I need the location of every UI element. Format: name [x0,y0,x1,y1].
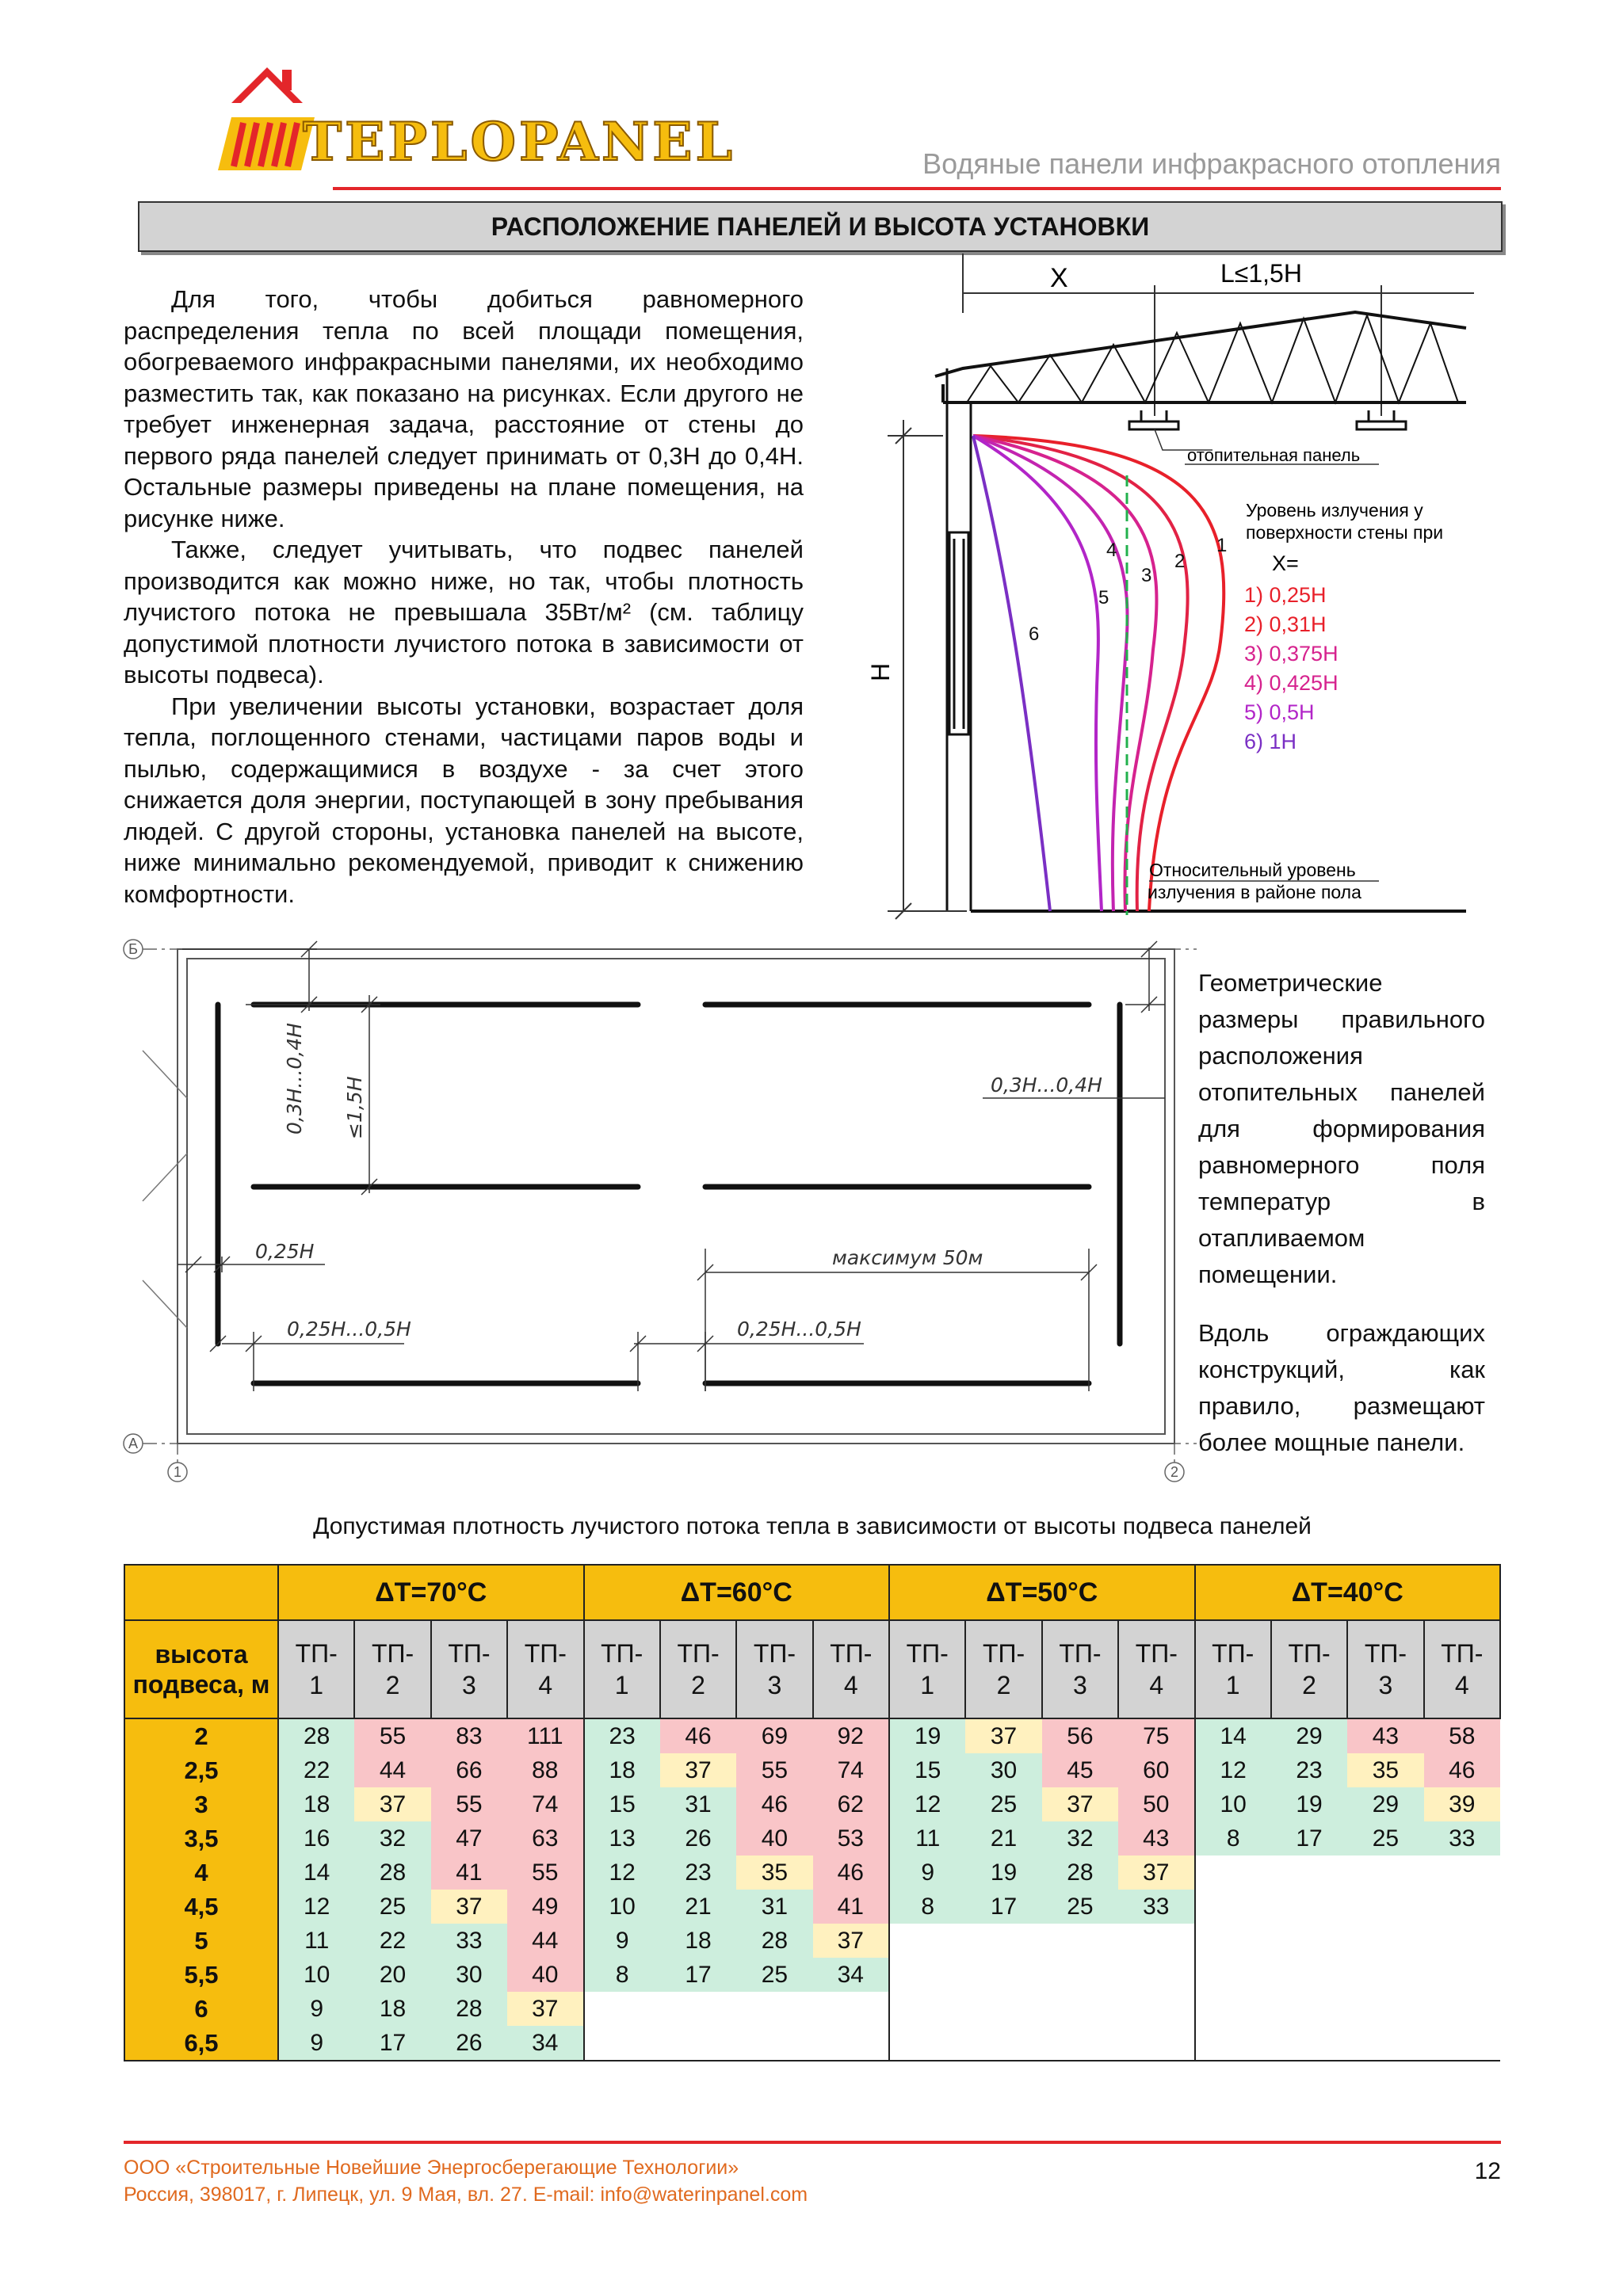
density-cell: 30 [965,1753,1041,1787]
density-cell: 28 [354,1855,430,1890]
density-cell: 11 [278,1924,354,1958]
density-cell: 49 [507,1890,583,1924]
table-row [124,1924,1500,1958]
density-cell [1118,1924,1194,1958]
axis-2-label: 2 [1170,1464,1179,1480]
density-cell [889,1924,965,1958]
density-cell [1195,1924,1271,1958]
density-cell: 18 [278,1787,354,1821]
dim-between: ≤1,5H [343,1076,366,1139]
density-cell: 18 [660,1924,736,1958]
density-cell [1195,1855,1271,1890]
panel-type-header: ТП- 4 [1424,1620,1500,1718]
density-cell [1118,1992,1194,2026]
panel-type-header: ТП- 1 [584,1620,660,1718]
axis-a-label: А [128,1436,139,1451]
density-cell: 46 [736,1787,812,1821]
density-cell: 25 [354,1890,430,1924]
density-cell [1195,1958,1271,1992]
footer-address: Россия, 398017, г. Липецк, ул. 9 Мая, вл. 27. E-mail: info@waterinpanel.com [124,2183,808,2206]
density-cell [584,2026,660,2061]
density-cell: 40 [736,1821,812,1855]
density-cell: 88 [507,1753,583,1787]
logo-text: TEPLOPANEL [303,111,736,173]
panel-type-header: ТП- 4 [1118,1620,1194,1718]
density-cell: 15 [584,1787,660,1821]
legend-x: X= [1272,551,1299,575]
height-cell: 2 [124,1718,278,1753]
density-cell: 32 [354,1821,430,1855]
density-cell [1195,1992,1271,2026]
density-cell: 33 [1118,1890,1194,1924]
density-cell: 30 [431,1958,507,1992]
density-cell: 47 [431,1821,507,1855]
density-cell [1347,2026,1423,2061]
density-cell: 37 [1118,1855,1194,1890]
density-cell: 55 [431,1787,507,1821]
panel-type-header: ТП- 4 [813,1620,889,1718]
table-row [124,1787,1500,1821]
density-cell: 23 [584,1718,660,1753]
density-cell: 14 [1195,1718,1271,1753]
density-cell [965,1924,1041,1958]
density-cell: 46 [660,1718,736,1753]
group-header: ΔT=70°C [278,1565,584,1620]
density-cell: 37 [507,1992,583,2026]
density-cell [1424,1890,1500,1924]
density-cell: 22 [278,1753,354,1787]
density-cell: 21 [660,1890,736,1924]
table-row [124,1753,1500,1787]
height-cell: 5 [124,1924,278,1958]
density-cell: 75 [1118,1718,1194,1753]
density-cell: 37 [1042,1787,1118,1821]
density-cell: 66 [431,1753,507,1787]
dim-h-label: H [866,662,895,681]
density-cell [1195,1890,1271,1924]
density-cell [1271,1958,1347,1992]
density-cell: 45 [1042,1753,1118,1787]
legend-title-line2: поверхности стены при [1246,522,1444,543]
table-corner [124,1565,278,1620]
density-cell: 8 [1195,1821,1271,1855]
table-row [124,1958,1500,1992]
density-cell [1424,1855,1500,1890]
group-header: ΔT=60°C [584,1565,890,1620]
curve-number: 2 [1174,551,1186,572]
density-cell: 50 [1118,1787,1194,1821]
density-cell [1118,2026,1194,2061]
density-cell: 74 [507,1787,583,1821]
density-cell: 25 [1042,1890,1118,1924]
side-text [1198,965,1485,1483]
dim-x-label: X [1050,263,1068,293]
density-cell: 46 [1424,1753,1500,1787]
page-number: 12 [1474,2158,1501,2184]
density-cell: 8 [584,1958,660,1992]
density-cell [965,1958,1041,1992]
density-cell: 10 [1195,1787,1271,1821]
density-cell: 9 [278,1992,354,2026]
panel-type-header: ТП- 1 [1195,1620,1271,1718]
density-cell: 14 [278,1855,354,1890]
density-cell [1424,2026,1500,2061]
table-row [124,1718,1500,1753]
density-cell [660,1992,736,2026]
height-cell: 3 [124,1787,278,1821]
floor-label-line2: излучения в районе пола [1148,882,1361,902]
density-cell: 35 [736,1855,812,1890]
density-cell: 22 [354,1924,430,1958]
density-cell [889,2026,965,2061]
side-paragraph: Геометрические размеры правильного расположения отопительных панелей для формирования равномерного поля температур в отапливаемом помещении. [1198,969,1485,1288]
density-cell [736,1992,812,2026]
density-cell: 55 [736,1753,812,1787]
dim-gap: 0,25H...0,5H [737,1318,861,1341]
density-cell: 17 [660,1958,736,1992]
curve-number: 6 [1029,624,1040,645]
density-cell [1271,1992,1347,2026]
density-cell: 25 [965,1787,1041,1821]
density-cell: 34 [813,1958,889,1992]
density-cell: 9 [584,1924,660,1958]
density-cell: 10 [278,1958,354,1992]
height-cell: 6,5 [124,2026,278,2061]
axis-1-label: 1 [173,1464,182,1480]
dim-max: максимум 50м [832,1246,983,1269]
header-subtitle: Водяные панели инфракрасного отопления [922,147,1501,180]
density-cell [1347,1924,1423,1958]
density-cell: 28 [278,1718,354,1753]
density-cell: 11 [889,1821,965,1855]
density-cell [584,1992,660,2026]
density-cell: 43 [1347,1718,1423,1753]
density-cell: 53 [813,1821,889,1855]
header-rule [333,187,1501,190]
density-cell: 21 [965,1821,1041,1855]
density-cell: 9 [278,2026,354,2061]
density-cell [1424,1958,1500,1992]
density-cell: 35 [1347,1753,1423,1787]
density-cell: 29 [1271,1718,1347,1753]
density-cell [736,2026,812,2061]
density-cell: 46 [813,1855,889,1890]
intro-text [124,284,804,910]
density-cell: 12 [1195,1753,1271,1787]
intro-paragraph: Для того, чтобы добиться равномерного распределения тепла по всей площади помещения, обогреваемого инфракрасными панелями, их необходимо разместить так, как показано на рисунках. Если другого не требует инженерная задача, расстояние от стены до первого ряда панелей следует принимать от 0,3H до 0,4H. Остальные размеры приведены на плане помещения, на рисунке ниже. [124,285,804,532]
density-cell [1347,1992,1423,2026]
dim-end-b: 0,25H...0,5H [287,1318,411,1341]
legend-item: 1) 0,25H [1244,583,1327,607]
panel-type-header: ТП- 3 [431,1620,507,1718]
density-cell: 28 [1042,1855,1118,1890]
density-cell: 37 [813,1924,889,1958]
table-row [124,2026,1500,2061]
density-cell: 12 [584,1855,660,1890]
table-row [124,1855,1500,1890]
density-cell: 9 [889,1855,965,1890]
density-cell: 37 [354,1787,430,1821]
dim-end-a: 0,25H [255,1240,315,1263]
intro-paragraph: При увеличении высоты установки, возрастает доля тепла, поглощенного стенами, частицами паров воды и пылью, содержащимися в воздухе - за счет этого снижается доля энергии, поступающей в зону пребывания людей. С другой стороны, установка панелей на высоте, ниже минимально рекомендуемой, приводит к снижению комфортности. [124,692,804,908]
panel-type-header: ТП- 1 [278,1620,354,1718]
height-cell: 4 [124,1855,278,1890]
density-cell [1042,2026,1118,2061]
density-cell [1347,1855,1423,1890]
density-cell: 92 [813,1718,889,1753]
density-cell: 10 [584,1890,660,1924]
density-cell: 25 [1347,1821,1423,1855]
density-cell: 62 [813,1787,889,1821]
group-header: ΔT=40°C [1195,1565,1501,1620]
group-header: ΔT=50°C [889,1565,1195,1620]
footer-company: ООО «Строительные Новейшие Энергосберегающие Технологии» [124,2157,739,2179]
table-row [124,1821,1500,1855]
density-cell: 34 [507,2026,583,2061]
side-paragraph: Вдоль ограждающих конструкций, как правило, размещают более мощные панели. [1198,1319,1485,1456]
density-cell: 69 [736,1718,812,1753]
density-cell [965,1992,1041,2026]
panel-type-header: ТП- 2 [354,1620,430,1718]
density-cell: 23 [1271,1753,1347,1787]
panel-type-header: ТП- 4 [507,1620,583,1718]
legend-item: 6) 1H [1244,730,1297,753]
density-cell: 16 [278,1821,354,1855]
density-cell: 26 [660,1821,736,1855]
density-cell: 33 [431,1924,507,1958]
density-cell: 31 [736,1890,812,1924]
density-cell: 43 [1118,1821,1194,1855]
density-cell: 63 [507,1821,583,1855]
density-cell: 111 [507,1718,583,1753]
panel-type-header: ТП- 1 [889,1620,965,1718]
intro-paragraph: Также, следует учитывать, что подвес панелей производится как можно ниже, но так, чтобы плотность лучистого потока не превышала 35Вт/м² (см. таблицу допустимой плотности лучистого потока в зависимости от высоты подвеса). [124,536,804,688]
density-cell: 12 [278,1890,354,1924]
density-cell: 41 [431,1855,507,1890]
density-cell: 12 [889,1787,965,1821]
section-diagram [866,254,1506,935]
company-logo [208,55,810,190]
panel-label: отопительная панель [1187,445,1361,465]
density-cell: 17 [354,2026,430,2061]
density-cell [1195,2026,1271,2061]
density-cell [813,1992,889,2026]
density-cell [1271,2026,1347,2061]
density-cell: 55 [507,1855,583,1890]
density-cell [1271,1924,1347,1958]
density-cell [889,1992,965,2026]
table-row [124,1890,1500,1924]
density-cell: 56 [1042,1718,1118,1753]
density-cell: 20 [354,1958,430,1992]
density-cell [1042,1992,1118,2026]
dim-l-label: L≤1,5H [1220,259,1302,288]
density-cell: 25 [736,1958,812,1992]
density-cell: 15 [889,1753,965,1787]
density-cell: 19 [889,1718,965,1753]
density-cell [965,2026,1041,2061]
density-cell [1042,1924,1118,1958]
plan-diagram [119,932,1205,1486]
density-cell: 31 [660,1787,736,1821]
density-cell: 83 [431,1718,507,1753]
height-cell: 3,5 [124,1821,278,1855]
density-cell [1271,1890,1347,1924]
legend-item: 4) 0,425H [1244,671,1338,695]
density-cell [1424,1924,1500,1958]
density-cell: 18 [584,1753,660,1787]
legend-item: 5) 0,5H [1244,700,1315,724]
density-cell [1347,1890,1423,1924]
panel-type-header: ТП- 3 [1347,1620,1423,1718]
dim-wall-left: 0,3H...0,4H [283,1023,306,1135]
table-caption: Допустимая плотность лучистого потока тепла в зависимости от высоты подвеса панелей [313,1513,1312,1539]
curve-number: 5 [1098,587,1109,608]
panel-type-header: ТП- 3 [736,1620,812,1718]
dim-wall-right: 0,3H...0,4H [991,1074,1102,1097]
density-cell [1118,1958,1194,1992]
density-cell: 33 [1424,1821,1500,1855]
legend-item: 3) 0,375H [1244,642,1338,666]
density-cell: 32 [1042,1821,1118,1855]
density-cell: 13 [584,1821,660,1855]
height-cell: 5,5 [124,1958,278,1992]
density-cell: 18 [354,1992,430,2026]
density-cell: 28 [736,1924,812,1958]
density-cell: 74 [813,1753,889,1787]
density-cell: 17 [1271,1821,1347,1855]
density-cell: 37 [965,1718,1041,1753]
density-cell: 40 [507,1958,583,1992]
density-cell [1042,1958,1118,1992]
density-cell: 26 [431,2026,507,2061]
legend-item: 2) 0,31H [1244,612,1327,636]
density-cell: 28 [431,1992,507,2026]
panel-type-header: ТП- 2 [1271,1620,1347,1718]
curve-number: 4 [1106,540,1117,561]
density-cell: 17 [965,1890,1041,1924]
density-cell [889,1958,965,1992]
floor-label-line1: Относительный уровень [1149,860,1356,880]
density-cell [1424,1992,1500,2026]
curve-number: 1 [1216,535,1228,556]
density-cell: 37 [660,1753,736,1787]
density-cell [813,2026,889,2061]
density-cell: 44 [354,1753,430,1787]
density-cell: 19 [965,1855,1041,1890]
density-cell: 29 [1347,1787,1423,1821]
table-row [124,1992,1500,2026]
density-cell: 19 [1271,1787,1347,1821]
density-table [124,1564,1501,2061]
section-title: РАСПОЛОЖЕНИЕ ПАНЕЛЕЙ И ВЫСОТА УСТАНОВКИ [138,201,1503,252]
density-cell: 8 [889,1890,965,1924]
axis-b-label: Б [128,941,138,957]
density-cell: 39 [1424,1787,1500,1821]
density-cell: 37 [431,1890,507,1924]
density-cell: 60 [1118,1753,1194,1787]
density-cell [1271,1855,1347,1890]
density-cell: 41 [813,1890,889,1924]
panel-type-header: ТП- 2 [660,1620,736,1718]
height-cell: 6 [124,1992,278,2026]
panel-type-header: ТП- 3 [1042,1620,1118,1718]
density-cell [660,2026,736,2061]
density-cell: 58 [1424,1718,1500,1753]
panel-type-header: ТП- 2 [965,1620,1041,1718]
height-cell: 2,5 [124,1753,278,1787]
footer-rule [124,2141,1501,2144]
density-cell [1347,1958,1423,1992]
height-cell: 4,5 [124,1890,278,1924]
density-cell: 44 [507,1924,583,1958]
row-header-title: высота подвеса, м [124,1620,278,1718]
density-cell: 55 [354,1718,430,1753]
density-cell: 23 [660,1855,736,1890]
legend-title-line1: Уровень излучения у [1246,500,1423,521]
curve-number: 3 [1141,565,1152,586]
